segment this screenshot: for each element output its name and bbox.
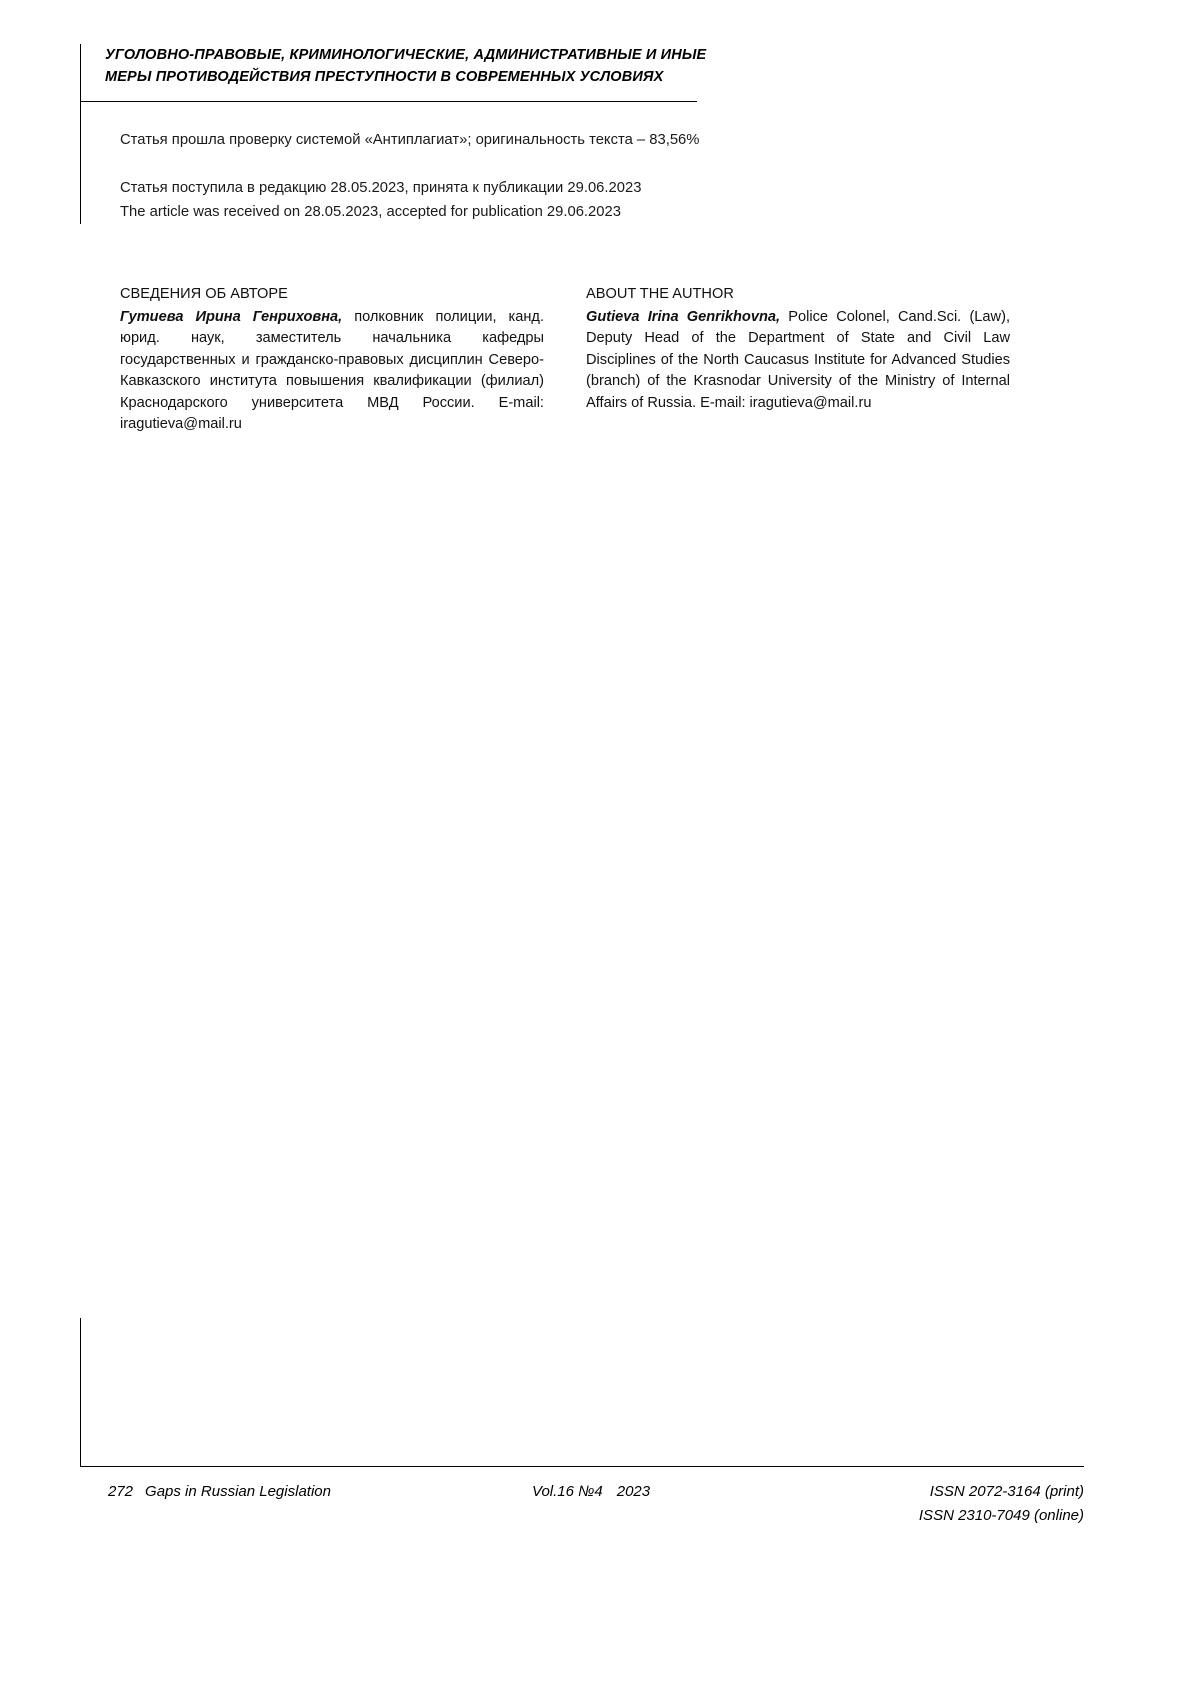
notes-spacer bbox=[120, 152, 920, 176]
author-name-en: Gutieva Irina Genrikhovna, bbox=[586, 309, 781, 325]
author-affiliation-en: Police Colonel, Cand.Sci. (Law), Deputy Head of the Department of State and Civil Law Disciplines of the North Caucasus Institute for Advanced Studies (branch) of the Krasnodar University of the Ministry of Internal Affairs of Russia. E-mail: iragutieva@mail.ru bbox=[586, 309, 1010, 411]
issn-print: ISSN 2072-3164 (print) bbox=[929, 1483, 1084, 1500]
publication-notes bbox=[120, 128, 920, 224]
author-column-english bbox=[586, 283, 1010, 435]
footer-horizontal-rule bbox=[80, 1466, 1084, 1467]
issn-online: ISSN 2310-7049 (online) bbox=[918, 1507, 1084, 1524]
antiplagiat-note: Статья прошла проверку системой «Антиплагиат»; оригинальность текста – 83,56% bbox=[120, 132, 700, 148]
author-body-ru bbox=[120, 307, 544, 435]
upper-left-vertical-rule bbox=[80, 102, 81, 224]
author-name-ru: Гутиева Ирина Генриховна, bbox=[120, 309, 343, 325]
author-heading-ru: СВЕДЕНИЯ ОБ АВТОРЕ bbox=[120, 286, 288, 302]
author-body-en bbox=[586, 307, 1010, 414]
footer-center-group bbox=[532, 1480, 650, 1504]
header-left-vertical-rule bbox=[80, 44, 81, 102]
running-head-line-1: УГОЛОВНО-ПРАВОВЫЕ, КРИМИНОЛОГИЧЕСКИЕ, АДМИНИСТРАТИВНЫЕ И ИНЫЕ bbox=[105, 47, 707, 63]
running-head-line-2: МЕРЫ ПРОТИВОДЕЙСТВИЯ ПРЕСТУПНОСТИ В СОВРЕМЕННЫХ УСЛОВИЯХ bbox=[105, 69, 664, 85]
author-affiliation-ru: полковник полиции, канд. юрид. наук, заместитель начальника кафедры государственных и гражданско-правовых дисциплин Северо-Кавказского института повышения квалификации (филиал) Краснодарского университета МВД России. E-mail: iragutieva@mail.ru bbox=[120, 309, 544, 433]
page-number: 272 bbox=[108, 1483, 134, 1500]
author-info-section bbox=[120, 283, 1010, 435]
volume-issue: Vol.16 №4 bbox=[532, 1483, 603, 1500]
lower-left-vertical-rule bbox=[80, 1318, 81, 1466]
year: 2023 bbox=[616, 1483, 651, 1500]
received-note-ru: Статья поступила в редакцию 28.05.2023, принята к публикации 29.06.2023 bbox=[120, 180, 642, 196]
footer-right-group bbox=[919, 1480, 1084, 1528]
page-footer bbox=[80, 1472, 1084, 1542]
author-heading-en: ABOUT THE AUTHOR bbox=[586, 286, 734, 302]
received-note-en: The article was received on 28.05.2023, accepted for publication 29.06.2023 bbox=[120, 204, 621, 220]
running-head bbox=[105, 44, 895, 88]
journal-title: Gaps in Russian Legislation bbox=[145, 1483, 331, 1500]
author-column-russian bbox=[120, 283, 544, 435]
header-horizontal-rule bbox=[80, 101, 697, 102]
footer-left-group bbox=[108, 1480, 331, 1504]
